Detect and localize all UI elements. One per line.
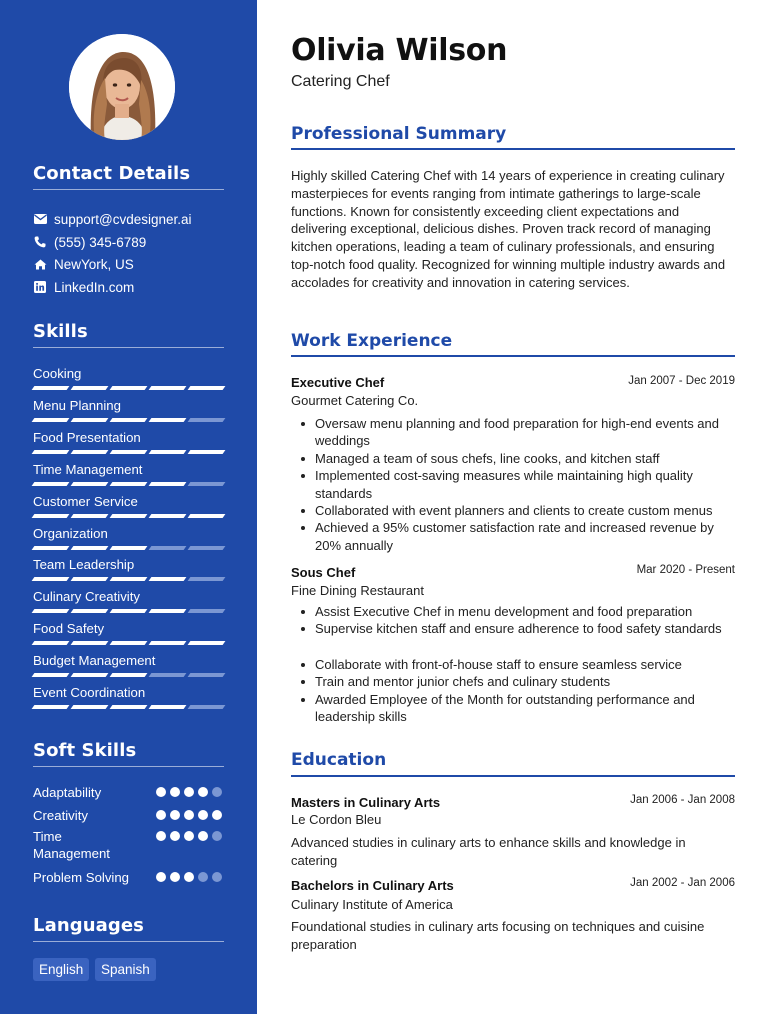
skill-label: Budget Management [33, 653, 156, 669]
soft-skill-rating [156, 872, 222, 882]
degree-title: Masters in Culinary Arts [291, 795, 441, 810]
soft-skill-label: Adaptability [33, 785, 102, 800]
contact-divider [33, 189, 224, 190]
skill-level-segment [71, 482, 109, 486]
skill-level-segment [32, 386, 70, 390]
list-item: Awarded Employee of the Month for outstanding performance and leadership skills [291, 691, 735, 726]
skill-level-bar [33, 450, 224, 455]
skill-level-segment [71, 386, 109, 390]
list-item: Assist Executive Chef in menu development and food preparation [291, 603, 735, 620]
skill-level-segment [188, 705, 226, 709]
list-item: Managed a team of sous chefs, line cooks, and kitchen staff [291, 450, 735, 467]
contact-heading: Contact Details [33, 163, 191, 184]
education-divider [291, 775, 735, 777]
skill-level-segment [149, 609, 187, 613]
skill-level-segment [188, 514, 226, 518]
skill-level-bar [33, 673, 224, 678]
linkedin-icon [33, 280, 47, 294]
skill-level-segment [149, 673, 187, 677]
skill-level-segment [32, 641, 70, 645]
job-organization: Fine Dining Restaurant [291, 583, 424, 598]
rating-dot [198, 872, 208, 882]
skill-level-segment [110, 514, 148, 518]
skill-level-segment [32, 514, 70, 518]
skill-level-segment [71, 673, 109, 677]
rating-dot [156, 810, 166, 820]
rating-dot [184, 831, 194, 841]
contact-phone-text: (555) 345-6789 [54, 234, 147, 250]
rating-dot [156, 872, 166, 882]
soft-skill-rating [156, 831, 222, 841]
rating-dot [184, 787, 194, 797]
skill-level-segment [32, 577, 70, 581]
skill-level-segment [188, 450, 226, 454]
skill-level-segment [32, 546, 70, 550]
languages-divider [33, 941, 224, 942]
skill-level-segment [71, 577, 109, 581]
sidebar [0, 0, 257, 1014]
rating-dot [212, 872, 222, 882]
experience-heading: Work Experience [291, 331, 453, 351]
skill-level-segment [32, 609, 70, 613]
job-title: Sous Chef [291, 565, 356, 580]
skill-level-segment [110, 705, 148, 709]
skill-level-segment [188, 577, 226, 581]
skill-label: Culinary Creativity [33, 589, 140, 605]
degree-dates: Jan 2006 - Jan 2008 [630, 794, 735, 806]
rating-dot [170, 810, 180, 820]
skill-label: Food Safety [33, 621, 105, 637]
skill-level-segment [32, 450, 70, 454]
profile-photo [69, 34, 175, 140]
skill-level-segment [188, 482, 226, 486]
skill-level-segment [71, 418, 109, 422]
summary-heading: Professional Summary [291, 124, 507, 144]
skill-level-segment [188, 673, 226, 677]
skill-level-segment [149, 577, 187, 581]
skill-level-bar [33, 705, 224, 710]
contact-email-text: support@cvdesigner.ai [54, 211, 192, 227]
skill-level-segment [188, 641, 226, 645]
skill-level-segment [110, 450, 148, 454]
skill-level-segment [188, 418, 226, 422]
skill-level-segment [188, 546, 226, 550]
list-item: Implemented cost-saving measures while maintaining high quality standards [291, 467, 735, 502]
skill-level-segment [32, 482, 70, 486]
skill-level-bar [33, 577, 224, 582]
contact-phone[interactable] [33, 233, 146, 251]
skill-level-bar [33, 641, 224, 646]
skill-label: Time Management [33, 461, 143, 477]
skill-level-segment [149, 641, 187, 645]
summary-text: Highly skilled Catering Chef with 14 years of experience in creating culinary masterpieces for events ranging from intimate gatherings to large-scale functions. Known for consistently exceeding client expectations and delivering exceptional, delicious dishes. Proven track record of managing kitchen operations, leading a team of culinary professionals, and ensuring top-notch food quality. Recognized for winning multiple industry awards and accolades for creativity and innovation in catering services. [291, 168, 726, 290]
skill-level-segment [71, 609, 109, 613]
skill-level-segment [71, 514, 109, 518]
degree-dates: Jan 2002 - Jan 2006 [630, 877, 735, 889]
skill-level-segment [149, 514, 187, 518]
rating-dot [156, 831, 166, 841]
contact-linkedin-text: LinkedIn.com [54, 279, 135, 295]
contact-location-text: NewYork, US [54, 256, 134, 272]
avatar [69, 34, 175, 140]
skill-level-segment [110, 577, 148, 581]
contact-location [33, 255, 134, 273]
job-bullets [291, 603, 735, 638]
soft-skill-label: Time Management [33, 829, 110, 861]
skill-level-segment [110, 641, 148, 645]
list-item: Supervise kitchen staff and ensure adherence to food safety standards [291, 620, 735, 637]
degree-description: Foundational studies in culinary arts focusing on techniques and cuisine preparation [291, 919, 705, 952]
languages-heading: Languages [33, 915, 144, 936]
job-bullets [291, 656, 735, 726]
skill-level-bar [33, 546, 224, 551]
job-dates: Jan 2007 - Dec 2019 [628, 375, 735, 387]
list-item: Train and mentor junior chefs and culinary students [291, 673, 735, 690]
skill-label: Menu Planning [33, 397, 121, 413]
soft-skills-divider [33, 766, 224, 767]
contact-email[interactable] [33, 210, 192, 228]
skill-level-bar [33, 418, 224, 423]
contact-linkedin[interactable] [33, 278, 134, 296]
skill-level-segment [110, 673, 148, 677]
skills-heading: Skills [33, 321, 88, 342]
skill-level-segment [71, 546, 109, 550]
rating-dot [212, 831, 222, 841]
rating-dot [170, 872, 180, 882]
rating-dot [198, 831, 208, 841]
rating-dot [156, 787, 166, 797]
phone-icon [33, 235, 47, 249]
list-item: Collaborate with front-of-house staff to ensure seamless service [291, 656, 735, 673]
skill-level-segment [71, 641, 109, 645]
soft-skill-rating [156, 787, 222, 797]
skill-label: Food Presentation [33, 429, 141, 445]
job-bullets [291, 415, 735, 554]
rating-dot [198, 787, 208, 797]
language-chip: English [33, 958, 89, 981]
summary-divider [291, 148, 735, 150]
skills-divider [33, 347, 224, 348]
skill-level-segment [110, 482, 148, 486]
list-item: Achieved a 95% customer satisfaction rate and increased revenue by 20% annually [291, 519, 735, 554]
skill-level-segment [71, 450, 109, 454]
skill-level-segment [188, 609, 226, 613]
school-name: Culinary Institute of America [291, 897, 453, 912]
skill-level-segment [149, 705, 187, 709]
home-icon [33, 257, 47, 271]
skill-level-segment [149, 546, 187, 550]
candidate-title: Catering Chef [291, 73, 390, 90]
job-organization: Gourmet Catering Co. [291, 393, 419, 408]
skill-level-segment [110, 546, 148, 550]
list-item: Oversaw menu planning and food preparation for high-end events and weddings [291, 415, 735, 450]
rating-dot [212, 787, 222, 797]
skill-level-segment [110, 418, 148, 422]
soft-skill-rating [156, 810, 222, 820]
candidate-name: Olivia Wilson [291, 33, 508, 68]
soft-skills-heading: Soft Skills [33, 740, 137, 761]
education-heading: Education [291, 750, 387, 770]
school-name: Le Cordon Bleu [291, 812, 382, 827]
rating-dot [170, 787, 180, 797]
skill-level-segment [32, 673, 70, 677]
skill-label: Cooking [33, 366, 82, 381]
skill-level-bar [33, 514, 224, 519]
skill-level-segment [110, 609, 148, 613]
rating-dot [212, 810, 222, 820]
experience-divider [291, 355, 735, 357]
envelope-icon [33, 212, 47, 226]
skill-level-segment [110, 386, 148, 390]
skill-level-segment [32, 705, 70, 709]
skill-label: Event Coordination [33, 685, 146, 700]
soft-skill-label: Creativity [33, 808, 88, 823]
skill-level-segment [71, 705, 109, 709]
skill-label: Organization [33, 525, 108, 541]
skill-level-segment [149, 482, 187, 486]
skill-level-bar [33, 482, 224, 487]
rating-dot [184, 872, 194, 882]
degree-title: Bachelors in Culinary Arts [291, 878, 454, 893]
rating-dot [184, 810, 194, 820]
language-chip: Spanish [95, 958, 156, 981]
skill-level-bar [33, 609, 224, 614]
soft-skill-label: Problem Solving [33, 870, 130, 885]
job-dates: Mar 2020 - Present [636, 564, 735, 576]
skill-level-segment [149, 418, 187, 422]
rating-dot [198, 810, 208, 820]
list-item: Collaborated with event planners and clients to create custom menus [291, 502, 735, 519]
skill-label: Team Leadership [33, 557, 135, 573]
job-title: Executive Chef [291, 375, 385, 390]
skill-level-bar [33, 386, 224, 391]
skill-level-segment [149, 386, 187, 390]
rating-dot [170, 831, 180, 841]
skill-label: Customer Service [33, 493, 138, 509]
degree-description: Advanced studies in culinary arts to enhance skills and knowledge in catering [291, 835, 686, 868]
skill-level-segment [188, 386, 226, 390]
skill-level-segment [149, 450, 187, 454]
skill-level-segment [32, 418, 70, 422]
